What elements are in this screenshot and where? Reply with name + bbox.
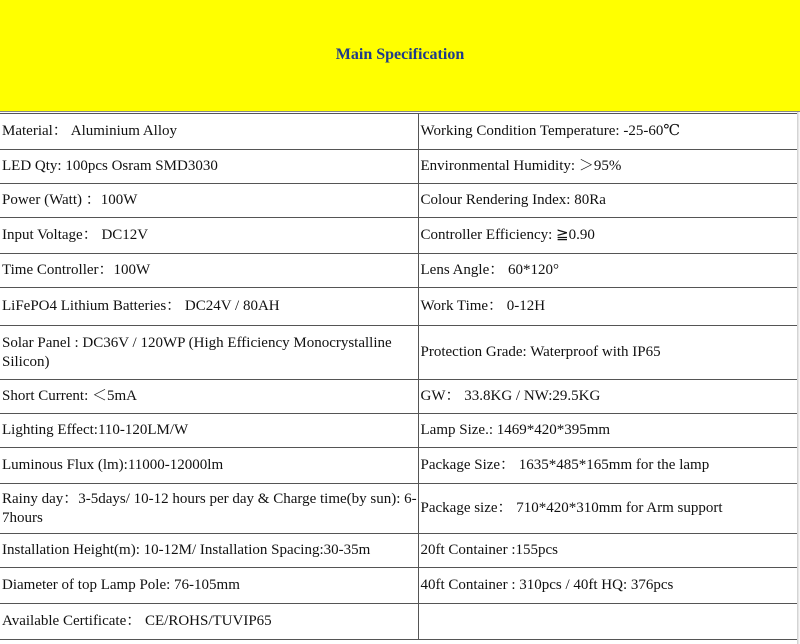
spec-cell-right: Package size： 710*420*310mm for Arm support xyxy=(418,484,799,534)
table-row xyxy=(0,114,799,150)
table-row xyxy=(0,254,799,288)
spec-cell-left: LiFePO4 Lithium Batteries： DC24V / 80AH xyxy=(0,288,418,326)
table-row xyxy=(0,604,799,640)
spec-cell-right: Environmental Humidity: ＞95% xyxy=(418,150,799,184)
spec-cell-right: 20ft Container :155pcs xyxy=(418,534,799,568)
spec-cell-left: Luminous Flux (lm):11000-12000lm xyxy=(0,448,418,484)
table-row xyxy=(0,568,799,604)
table-row xyxy=(0,448,799,484)
spec-cell-left: Available Certificate： CE/ROHS/TUVIP65 xyxy=(0,604,418,640)
spec-cell-left: Diameter of top Lamp Pole: 76-105mm xyxy=(0,568,418,604)
spec-cell-left: Material： Aluminium Alloy xyxy=(0,114,418,150)
spec-cell-left: Installation Height(m): 10-12M/ Installation Spacing:30-35m xyxy=(0,534,418,568)
spec-cell-right: GW： 33.8KG / NW:29.5KG xyxy=(418,380,799,414)
spec-cell-left: LED Qty: 100pcs Osram SMD3030 xyxy=(0,150,418,184)
spec-cell-left: Input Voltage： DC12V xyxy=(0,218,418,254)
spec-cell-right: Work Time： 0-12H xyxy=(418,288,799,326)
spec-cell-right: Controller Efficiency: ≧0.90 xyxy=(418,218,799,254)
spec-cell-right: 40ft Container : 310pcs / 40ft HQ: 376pcs xyxy=(418,568,799,604)
table-row xyxy=(0,326,799,380)
page-title: Main Specification xyxy=(335,46,465,63)
spec-cell-right: Package Size： 1635*485*165mm for the lamp xyxy=(418,448,799,484)
table-row xyxy=(0,184,799,218)
spec-cell-left: Lighting Effect:110-120LM/W xyxy=(0,414,418,448)
table-row xyxy=(0,484,799,534)
spec-cell-left: Power (Watt) ：100W xyxy=(0,184,418,218)
spec-cell-right: Working Condition Temperature: -25-60℃ xyxy=(418,114,799,150)
spec-cell-right: Lens Angle： 60*120° xyxy=(418,254,799,288)
spec-cell-left: Time Controller：100W xyxy=(0,254,418,288)
table-row xyxy=(0,218,799,254)
spec-cell-right: Protection Grade: Waterproof with IP65 xyxy=(418,326,799,380)
spec-cell-left: Short Current: ＜5mA xyxy=(0,380,418,414)
spec-cell-left: Rainy day：3-5days/ 10-12 hours per day & Charge time(by sun): 6-7hours xyxy=(0,484,418,534)
header-band xyxy=(0,0,800,112)
table-row xyxy=(0,380,799,414)
table-row xyxy=(0,534,799,568)
spec-cell-left: Solar Panel : DC36V / 120WP (High Efficiency Monocrystalline Silicon) xyxy=(0,326,418,380)
spec-cell-right: Lamp Size.: 1469*420*395mm xyxy=(418,414,799,448)
spec-table xyxy=(0,113,800,640)
spec-cell-right: Colour Rendering Index: 80Ra xyxy=(418,184,799,218)
spec-cell-right xyxy=(418,604,799,640)
table-row xyxy=(0,150,799,184)
table-row xyxy=(0,414,799,448)
table-row xyxy=(0,288,799,326)
